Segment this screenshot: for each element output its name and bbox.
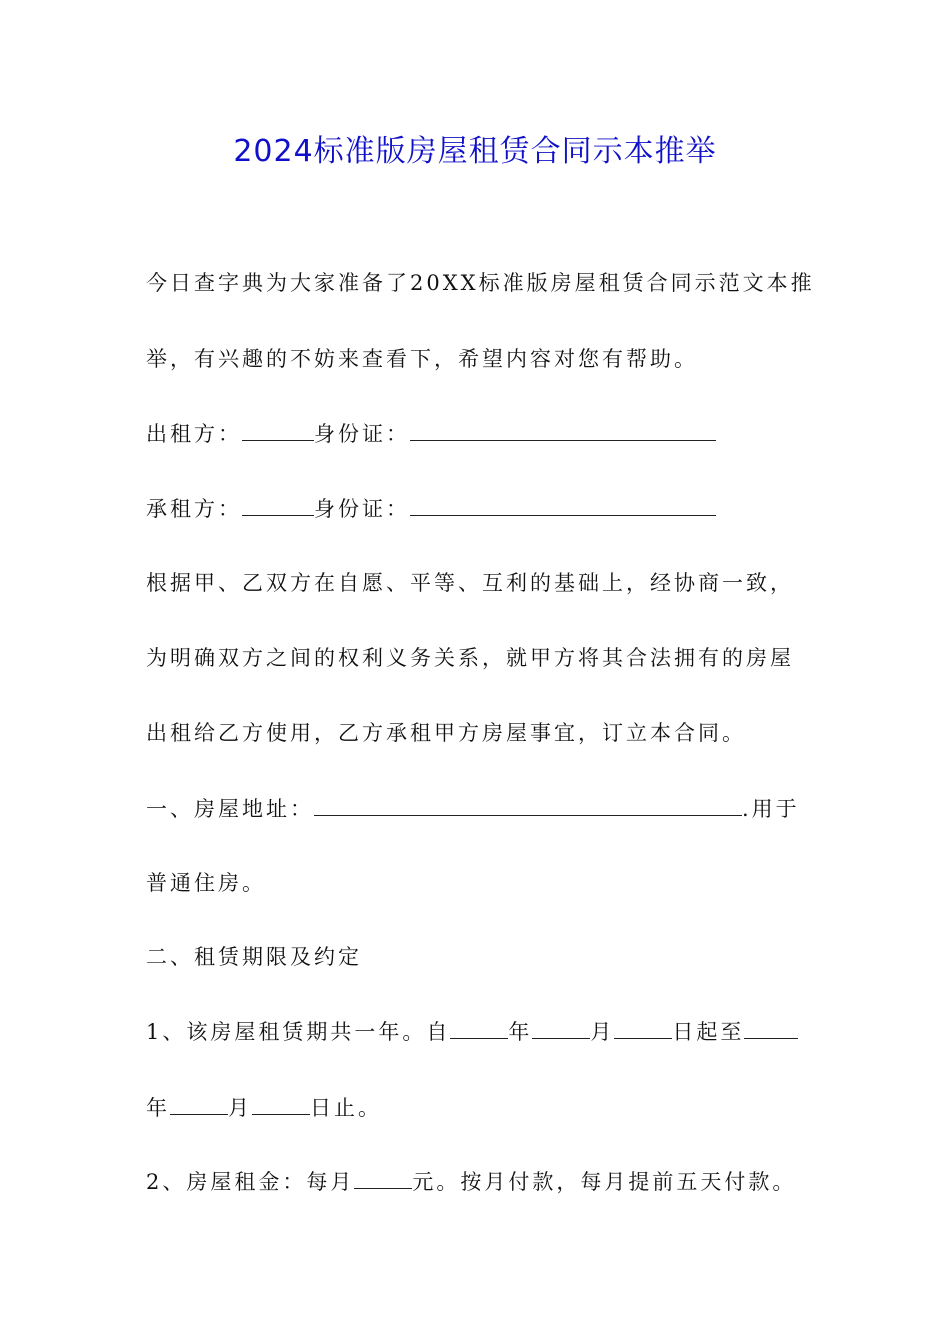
address-blank [314,793,742,816]
lessor-row [146,418,716,449]
address-label: 一、房屋地址： [146,797,314,821]
term-row-1 [146,1016,798,1047]
term-row-2 [146,1092,382,1123]
lessee-label: 承租方： [146,497,242,521]
term-prefix: 1、该房屋租赁期共一年。自 [146,1020,451,1044]
intro-line-2: 举，有兴趣的不妨来查看下，希望内容对您有帮助。 [146,347,698,371]
lessee-row [146,493,716,524]
end-day-blank [252,1092,310,1115]
rent-row [146,1166,796,1197]
start-year-label: 年 [508,1020,533,1044]
lessor-id-label: 身份证： [314,422,410,446]
section-2-title: 二、租赁期限及约定 [146,945,362,969]
start-day-label: 日起至 [672,1020,745,1044]
lessor-id-blank [410,418,716,441]
basis-line-1: 根据甲、乙双方在自愿、平等、互利的基础上，经协商一致， [146,571,794,595]
lessor-label: 出租方： [146,422,242,446]
rent-prefix: 2、房屋租金：每月 [146,1170,355,1194]
rent-suffix: 元。按月付款，每月提前五天付款。 [412,1170,797,1194]
end-month-label: 月 [228,1096,252,1120]
address-line-2: 普通住房。 [146,871,266,895]
intro-line-1: 今日查字典为大家准备了20XX标准版房屋租赁合同示范文本推 [146,271,815,295]
basis-line-2: 为明确双方之间的权利义务关系，就甲方将其合法拥有的房屋 [146,646,794,670]
end-day-label: 日止。 [310,1096,382,1120]
document-title: 2024标准版房屋租赁合同示本推举 [233,134,717,169]
lessee-name-blank [242,493,314,516]
start-day-blank [614,1016,672,1039]
start-month-blank [532,1016,590,1039]
end-year-label: 年 [146,1096,170,1120]
rent-amount-blank [354,1166,412,1189]
basis-line-3: 出租给乙方使用，乙方承租甲方房屋事宜，订立本合同。 [146,721,746,745]
lessee-id-label: 身份证： [314,497,410,521]
lessor-name-blank [242,418,314,441]
start-month-label: 月 [590,1020,615,1044]
end-year-blank [744,1016,798,1039]
address-suffix: .用于 [742,797,800,821]
start-year-blank [450,1016,508,1039]
lessee-id-blank [410,493,716,516]
end-month-blank [170,1092,228,1115]
address-row [146,793,800,824]
